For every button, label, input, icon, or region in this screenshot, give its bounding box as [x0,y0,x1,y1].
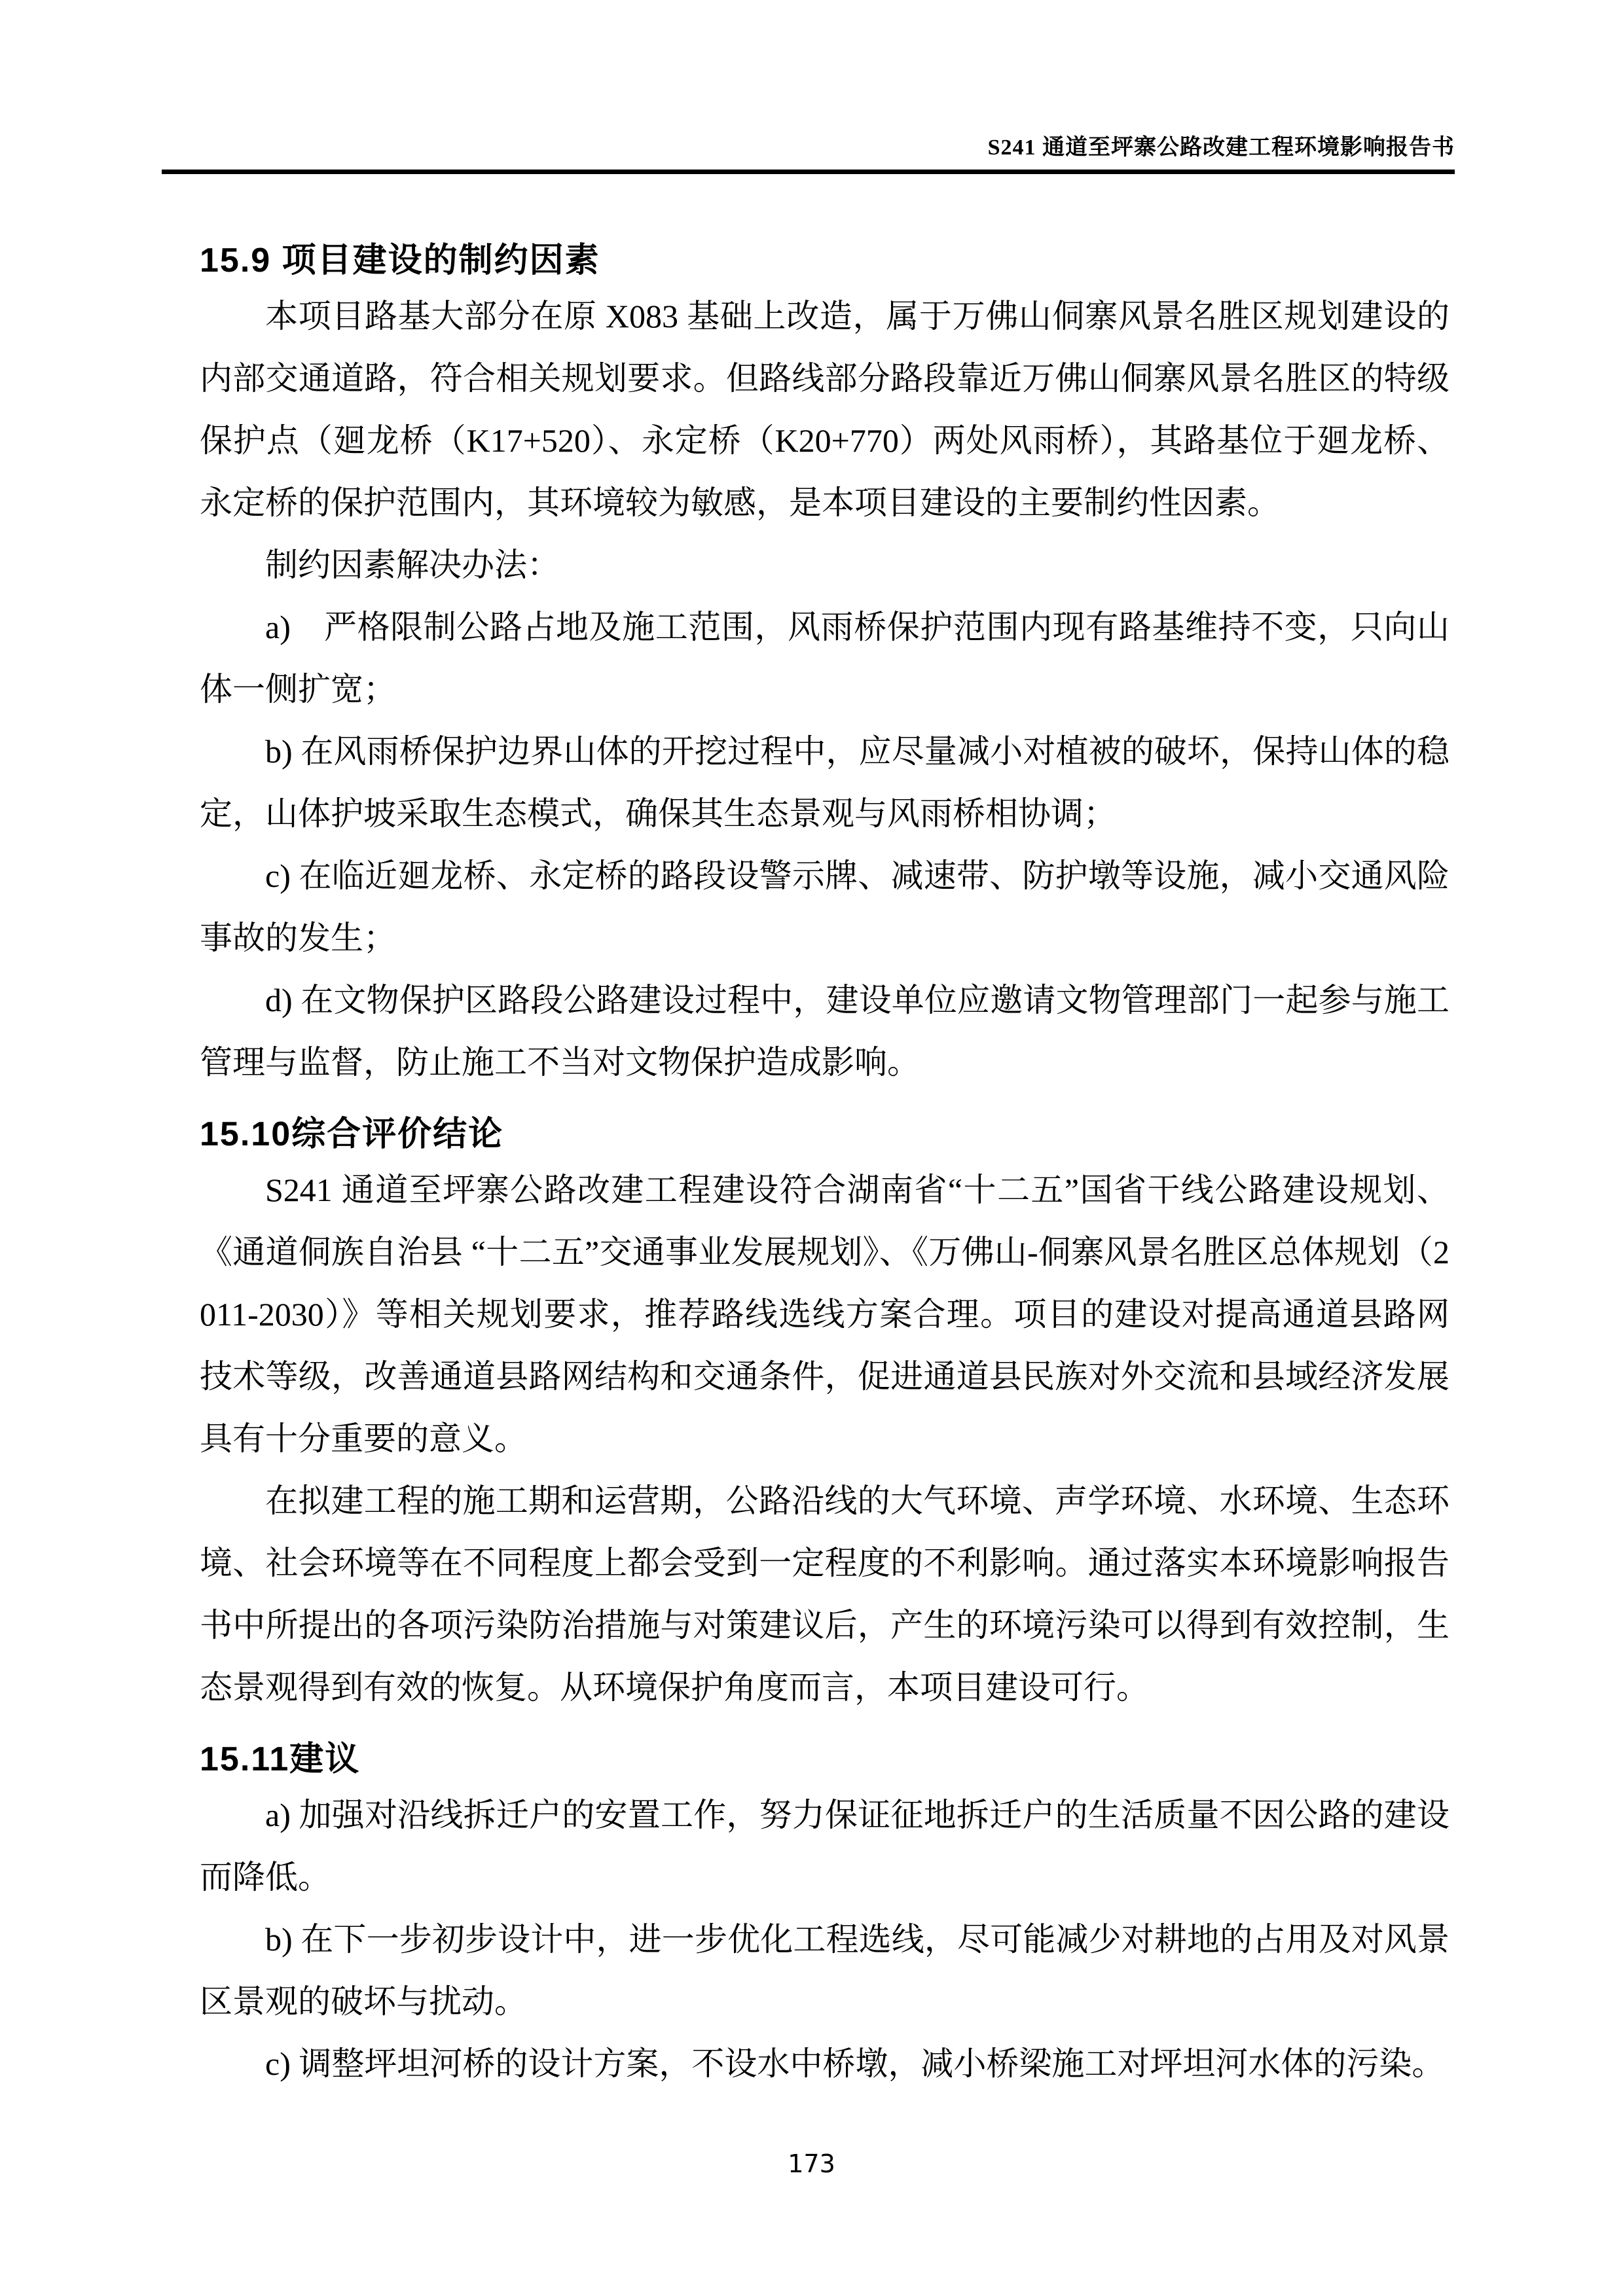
list-item-c-15-11: c) 调整坪坦河桥的设计方案，不设水中桥墩，减小桥梁施工对坪坦河水体的污染。 [265,2045,1445,2082]
page-number: 173 [788,2149,835,2178]
paragraph-constraints-intro: 本项目路基大部分在原 X083 基础上改造，属于万佛山侗寨风景名胜区规划建设的内部交通道路，符合相关规划要求。但路线部分路段靠近万佛山侗寨风景名胜区的特级保护点（廻龙桥（K17+520）、永定桥（K20+770）两处风雨桥），其路基位于廻龙桥、永定桥的保护范围内，其环境较为敏感，是本项目建设的主要制约性因素。 [200,298,1450,521]
document-content [200,236,1450,2095]
page-footer [0,2149,1623,2179]
paragraph-conclusion-2: 在拟建工程的施工期和运营期，公路沿线的大气环境、声学环境、水环境、生态环境、社会环境等在不同程度上都会受到一定程度的不利影响。通过落实本环境影响报告书中所提出的各项污染防治措施与对策建议后，产生的环境污染可以得到有效控制，生态景观得到有效的恢复。从环境保护角度而言，本项目建设可行。 [200,1482,1450,1706]
list-item-b-15-11: b) 在下一步初步设计中，进一步优化工程选线，尽可能减少对耕地的占用及对风景区景观的破坏与扰动。 [200,1921,1450,2020]
list-item-a-15-11: a) 加强对沿线拆迁户的安置工作，努力保证征地拆迁户的生活质量不因公路的建设而降低。 [200,1797,1450,1895]
paragraph-solutions-lead: 制约因素解决办法： [265,547,560,583]
section-heading-15-10: 15.10综合评价结论 [200,1115,504,1153]
list-item-c-15-9: c) 在临近廻龙桥、永定桥的路段设警示牌、减速带、防护墩等设施，减小交通风险事故的发生； [200,857,1450,956]
section-heading-15-11: 15.11建议 [200,1740,361,1778]
header-title: S241 通道至坪寨公路改建工程环境影响报告书 [987,135,1455,160]
section-heading-15-9: 15.9 项目建设的制约因素 [200,242,600,279]
list-item-a-15-9: a) 严格限制公路占地及施工范围，风雨桥保护范围内现有路基维持不变，只向山体一侧扩宽； [200,609,1450,708]
list-item-b-15-9: b) 在风雨桥保护边界山体的开挖过程中，应尽量减小对植被的破坏，保持山体的稳定，山体护坡采取生态模式，确保其生态景观与风雨桥相协调； [200,733,1450,832]
page-header [162,134,1455,174]
list-item-d-15-9: d) 在文物保护区路段公路建设过程中，建设单位应邀请文物管理部门一起参与施工管理与监督，防止施工不当对文物保护造成影响。 [200,982,1450,1081]
paragraph-conclusion-1: S241 通道至坪寨公路改建工程建设符合湖南省“十二五”国省干线公路建设规划、《通道侗族自治县 “十二五”交通事业发展规划》、《万佛山-侗寨风景名胜区总体规划（2011-2030）》等相关规划要求，推荐路线选线方案合理。项目的建设对提高通道县路网技术等级，改善通道县路网结构和交通条件，促进通道县民族对外交流和县域经济发展具有十分重要的意义。 [200,1172,1450,1457]
